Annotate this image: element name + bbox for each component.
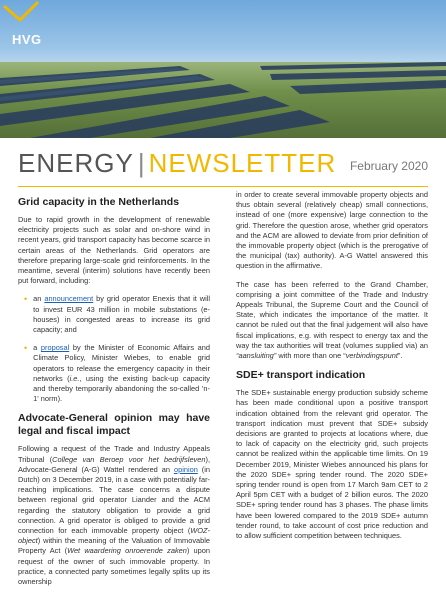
paragraph: The case has been referred to the Grand Chamber, comprising a joint committee of the Trade and Industry Appeals Tribunal, the Supreme Court and the Council of State, which indicates the importance of the matter. It cannot be ruled out that the final judgement will also have fiscal implications, e.g. with respect to energy tax and the way the tax authorities will treat (volumes supplied via) an “aansluiting” with more than one “verbindingspunt”. [236, 279, 428, 361]
announcement-link[interactable]: announcement [44, 294, 94, 304]
list-item [24, 294, 210, 335]
brand-name: HVG [12, 32, 42, 47]
heading-sde-transport: SDE+ transport indication [236, 369, 366, 382]
list-item-text: a proposal by the Minister of Economic Affairs and Climate Policy, Minister Wiebes, to enable grid operators to release the emergency capacity in their networks (i.e., using the existing back-up capacity and thereby temporarily abandoning the so-called 'n-1' norm). [33, 343, 210, 404]
proposal-link[interactable]: proposal [40, 343, 70, 353]
title-energy: ENERGY [18, 148, 134, 178]
list-item-text: an announcement by grid operator Enexis that it will to invest EUR 43 million in mobile substations (e-houses) in congested areas to increase its grid capacity; and [33, 294, 210, 335]
paragraph: Due to rapid growth in the development of renewable electricity projects such as solar and on-shore wind in recent years, grid transport capacity has become scarce in certain areas of the Netherlands. Grid operators are therefore preparing large-scale grid reinforcements. In the meantime, several (interim) solutions have recently been put forward, including: [18, 215, 210, 286]
bullet-icon: • [24, 343, 28, 354]
left-column [18, 190, 210, 595]
paragraph: The SDE+ sustainable energy production subsidy scheme has been made conditional upon a positive transport indication obtained from the relevant grid operator. The transport indication must prevent that SDE+ subsidy decisions are granted to projects at locations where, due to lack of capacity on the electricity grid, such projects cannot be realized within the applicable time limits. On 19 December 2019, Minister Wiebes announced his plans for the 2020 SDE+ spring tender round. The 2020 SDE+ spring tender round is open from 17 March 9am CET to 2 April 5pm CET with a budget of 2 billion euros. The 2020 SDE+ spring tender round has 3 phases. The phase limits have been lowered compared to the 2019 SDE+ autumn tender round, to take account of cost price reduction and to allow sufficient competition between techniques. [236, 388, 428, 541]
issue-date: February 2020 [349, 159, 428, 173]
title-newsletter: NEWSLETTER [148, 148, 337, 178]
masthead-divider [18, 186, 428, 187]
solar-field-illustration [0, 0, 446, 138]
title-separator: | [137, 148, 145, 178]
list-item [24, 343, 210, 404]
bullet-icon: • [24, 294, 28, 305]
hero-image [0, 0, 446, 138]
heading-grid-capacity: Grid capacity in the Netherlands [18, 196, 180, 208]
opinion-link[interactable]: opinion [173, 464, 198, 474]
paragraph: Following a request of the Trade and Industry Appeals Tribunal (College van Beroep voor het bedrijfsleven), Advocate-General (A-G) Wattel rendered an opinion (in Dutch) on 3 December 2019, in a case with potentially far-reaching implications. The case concerns a dispute between regional grid operator Liander and the ACM regarding the statutory obligation to provide a grid connection. A grid operator is obliged to provide a grid connection for each immovable property object (WOZ-object) within the meaning of the Valuation of Immovable Property Act (Wet waardering onroerende zaken) upon request of the owner of such immovable property. In practice, a connected party sometimes legally splits up its ownership [18, 444, 210, 587]
masthead [18, 148, 428, 188]
paragraph: in order to create several immovable property objects and thus obtain several (relatively cheap) small connections, instead of one (more expensive) large connection to the grid. Therefore the question arose, whether grid operators and the ACM are allowed to deviate from prior definition of the immovable property object (which is the prerogative of the municipal (tax) authority). A-G Wattel answered this question in the affirmative. [236, 190, 428, 271]
heading-advocate-general: Advocate-General opinion may have legal and fiscal impact [18, 412, 210, 438]
right-column [236, 190, 428, 549]
